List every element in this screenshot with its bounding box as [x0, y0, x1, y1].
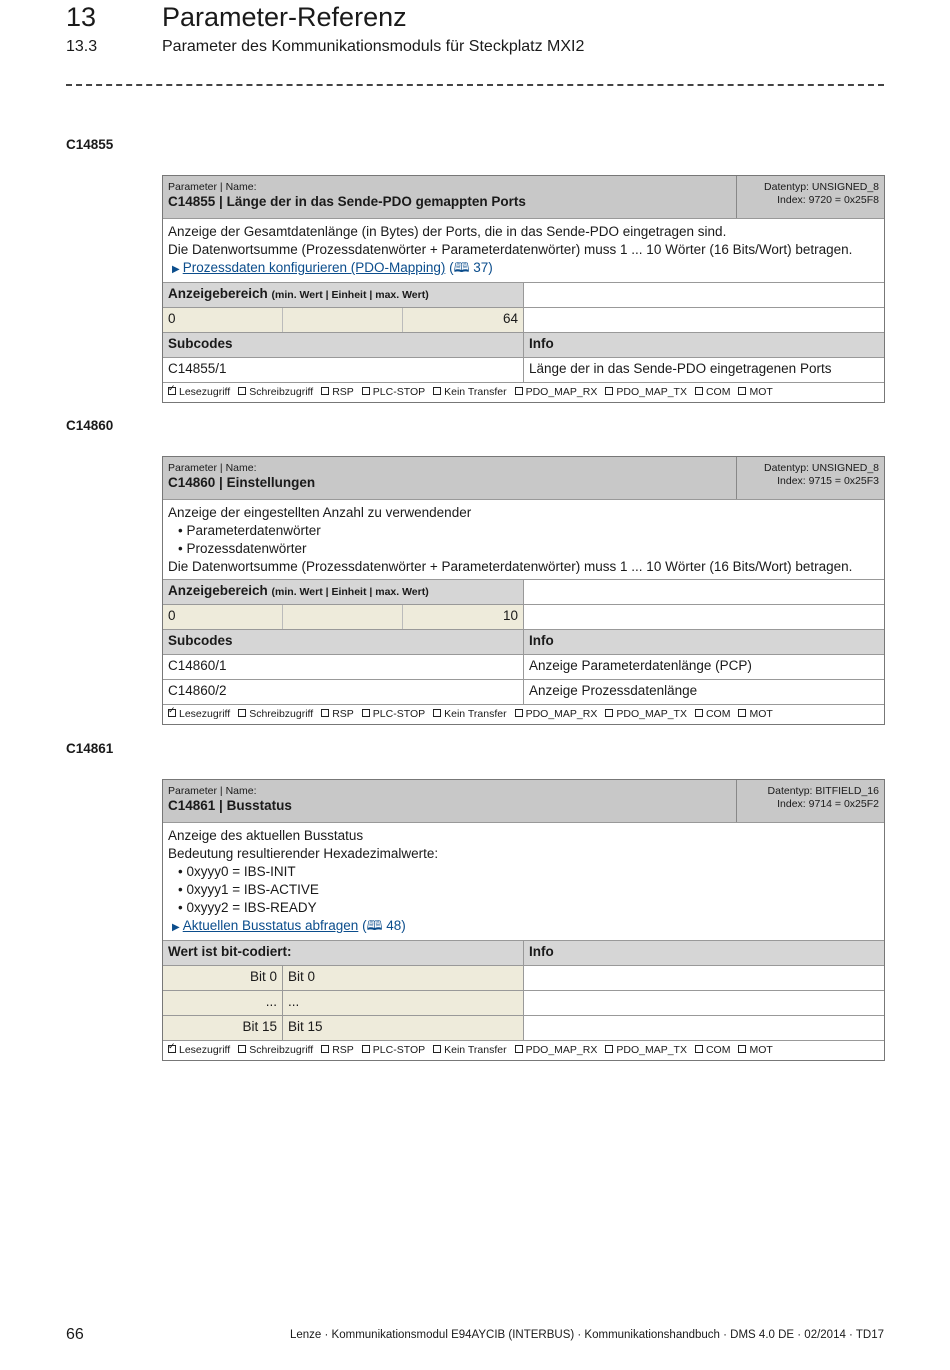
access-flags — [163, 1040, 884, 1060]
parameter-name: C14860 | Einstellungen — [168, 475, 316, 490]
checkbox-checked-icon — [168, 709, 176, 717]
range-min: 0 — [163, 605, 283, 629]
flag-label: COM — [705, 1044, 731, 1056]
index: Index: 9715 = 0x25F3 — [777, 475, 879, 487]
flag-label: PDO_MAP_RX — [525, 708, 598, 720]
parameter-name: C14861 | Busstatus — [168, 798, 292, 813]
access-flags — [163, 382, 884, 402]
checkbox-icon — [321, 387, 329, 395]
page-ref[interactable]: 🕮 48) — [366, 918, 406, 933]
checkbox-checked-icon — [168, 1045, 176, 1053]
index: Index: 9720 = 0x25F8 — [777, 194, 879, 206]
flag-label: PDO_MAP_TX — [616, 708, 687, 720]
range-header-row — [163, 579, 884, 604]
flag-label: Kein Transfer — [444, 708, 507, 720]
datatype: Datentyp: UNSIGNED_8 — [764, 462, 879, 474]
parameter-table-c14861 — [162, 779, 885, 1061]
checkbox-icon — [362, 1045, 370, 1053]
bullet-item: • Parameterdatenwörter — [178, 523, 321, 538]
info-label: Info — [524, 941, 884, 965]
bit-info — [524, 1016, 884, 1040]
bit-row — [163, 965, 884, 990]
flag-label: RSP — [332, 386, 354, 398]
name-label: Parameter | Name: — [168, 181, 257, 193]
bit-number: Bit 15 — [163, 1016, 283, 1040]
flag-label: RSP — [332, 708, 354, 720]
checkbox-icon — [515, 1045, 523, 1053]
checkbox-icon — [738, 1045, 746, 1053]
range-header-row — [163, 282, 884, 307]
checkbox-icon — [738, 709, 746, 717]
range-values-row — [163, 604, 884, 629]
footer-text: Lenze · Kommunikationsmodul E94AYCIB (INTERBUS) · Kommunikationshandbuch · DMS 4.0 DE · 02/2014 · TD17 — [290, 1329, 884, 1341]
checkbox-icon — [321, 709, 329, 717]
subcode: C14860/2 — [163, 680, 524, 704]
flag-label: Lesezugriff — [179, 386, 231, 398]
description — [163, 822, 884, 940]
bullet-item: • 0xyyy0 = IBS-INIT — [178, 864, 296, 879]
checkbox-icon — [695, 387, 703, 395]
bullet-item: • 0xyyy1 = IBS-ACTIVE — [178, 882, 319, 897]
checkbox-icon — [238, 709, 246, 717]
parameter-header — [163, 457, 884, 499]
description-line: Anzeige der Gesamtdatenlänge (in Bytes) der Ports, die in das Sende-PDO eingetragen sind. — [168, 224, 727, 239]
bit-number: ... — [163, 991, 283, 1015]
index: Index: 9714 = 0x25F2 — [777, 798, 879, 810]
range-max: 64 — [403, 308, 523, 332]
range-unit — [283, 605, 403, 629]
subcode-info: Anzeige Prozessdatenlänge — [529, 683, 698, 698]
flag-label: PDO_MAP_TX — [616, 386, 687, 398]
info-label: Info — [524, 333, 884, 357]
flag-label: Kein Transfer — [444, 1044, 507, 1056]
flag-label: PLC-STOP — [372, 386, 426, 398]
flag-label: PDO_MAP_RX — [525, 1044, 598, 1056]
parameter-header — [163, 780, 884, 822]
page-ref-open: ( — [449, 260, 454, 275]
flag-label: Schreibzugriff — [249, 708, 314, 720]
parameter-header — [163, 176, 884, 218]
range-label: Anzeigebereich — [168, 286, 268, 301]
range-max: 10 — [403, 605, 523, 629]
link-arrow-icon: ▶ — [172, 264, 180, 275]
range-values-row — [163, 307, 884, 332]
flag-label: Schreibzugriff — [249, 1044, 314, 1056]
description-line: Anzeige des aktuellen Busstatus — [168, 828, 364, 843]
checkbox-icon — [605, 387, 613, 395]
checkbox-icon — [515, 387, 523, 395]
cross-reference — [168, 917, 879, 937]
section-title: Parameter des Kommunikationsmoduls für Steckplatz MXI2 — [162, 38, 585, 55]
bullet-item: • Prozessdatenwörter — [178, 541, 307, 556]
range-sublabel: (min. Wert | Einheit | max. Wert) — [271, 586, 429, 598]
flag-label: Lesezugriff — [179, 1044, 231, 1056]
checkbox-icon — [515, 709, 523, 717]
subcode: C14855/1 — [163, 358, 524, 382]
info-label: Info — [524, 630, 884, 654]
checkbox-icon — [605, 709, 613, 717]
checkbox-icon — [238, 387, 246, 395]
bit-name: Bit 15 — [288, 1019, 323, 1034]
checkbox-icon — [605, 1045, 613, 1053]
subcodes-label: Subcodes — [163, 630, 524, 654]
subcode: C14860/1 — [163, 655, 524, 679]
flag-label: PDO_MAP_RX — [525, 386, 598, 398]
flag-label: PLC-STOP — [372, 1044, 426, 1056]
parameter-table-c14855 — [162, 175, 885, 403]
page-ref[interactable]: 🕮 37) — [453, 260, 493, 275]
range-unit — [283, 308, 403, 332]
bit-row — [163, 1015, 884, 1040]
description-line: Die Datenwortsumme (Prozessdatenwörter + Parameterdatenwörter) muss 1 ... 10 Wörter (16 Bits/Wort) betragen. — [168, 559, 853, 574]
checkbox-icon — [695, 1045, 703, 1053]
subcodes-header-row — [163, 629, 884, 654]
bit-info — [524, 966, 884, 990]
access-flags — [163, 704, 884, 724]
flag-label: Schreibzugriff — [249, 386, 314, 398]
flag-label: COM — [705, 386, 731, 398]
flag-label: PDO_MAP_TX — [616, 1044, 687, 1056]
subcode-row — [163, 357, 884, 382]
description-line: Die Datenwortsumme (Prozessdatenwörter + Parameterdatenwörter) muss 1 ... 10 Wörter (16 Bits/Wort) betragen. — [168, 242, 853, 257]
anchor-c14855: C14855 — [66, 137, 114, 152]
page-ref-open: ( — [362, 918, 367, 933]
bit-name: ... — [288, 994, 300, 1009]
section-number: 13.3 — [66, 38, 98, 55]
checkbox-icon — [695, 709, 703, 717]
bit-info — [524, 991, 884, 1015]
subcode-row — [163, 679, 884, 704]
datatype: Datentyp: UNSIGNED_8 — [764, 181, 879, 193]
subcodes-header-row — [163, 332, 884, 357]
flag-label: COM — [705, 708, 731, 720]
description-line: Anzeige der eingestellten Anzahl zu verwendender — [168, 505, 472, 520]
checkbox-icon — [433, 387, 441, 395]
anchor-c14860: C14860 — [66, 418, 114, 433]
bullet-item: • 0xyyy2 = IBS-READY — [178, 900, 317, 915]
link-arrow-icon: ▶ — [172, 922, 180, 933]
checkbox-checked-icon — [168, 387, 176, 395]
flag-label: Lesezugriff — [179, 708, 231, 720]
page-number: 66 — [66, 1326, 84, 1343]
anchor-c14861: C14861 — [66, 741, 114, 756]
checkbox-icon — [238, 1045, 246, 1053]
bits-header-row — [163, 940, 884, 965]
flag-label: RSP — [332, 1044, 354, 1056]
subcode-info: Anzeige Parameterdatenlänge (PCP) — [529, 658, 752, 673]
subcode-info: Länge der in das Sende-PDO eingetragenen Ports — [529, 361, 832, 376]
chapter-title: Parameter-Referenz — [162, 2, 407, 32]
range-sublabel: (min. Wert | Einheit | max. Wert) — [271, 289, 429, 301]
range-min: 0 — [163, 308, 283, 332]
flag-label: MOT — [749, 708, 773, 720]
checkbox-icon — [738, 387, 746, 395]
range-label: Anzeigebereich — [168, 583, 268, 598]
description — [163, 218, 884, 282]
parameter-table-c14860 — [162, 456, 885, 725]
checkbox-icon — [433, 709, 441, 717]
flag-label: MOT — [749, 386, 773, 398]
bits-label: Wert ist bit-codiert: — [163, 941, 524, 965]
checkbox-icon — [362, 387, 370, 395]
flag-label: Kein Transfer — [444, 386, 507, 398]
name-label: Parameter | Name: — [168, 462, 257, 474]
checkbox-icon — [362, 709, 370, 717]
bit-number: Bit 0 — [163, 966, 283, 990]
bit-row — [163, 990, 884, 1015]
header-divider — [66, 84, 884, 86]
flag-label: PLC-STOP — [372, 708, 426, 720]
name-label: Parameter | Name: — [168, 785, 257, 797]
cross-reference — [168, 259, 879, 279]
parameter-name: C14855 | Länge der in das Sende-PDO gemappten Ports — [168, 194, 526, 209]
description — [163, 499, 884, 579]
datatype: Datentyp: BITFIELD_16 — [767, 785, 879, 797]
flag-label: MOT — [749, 1044, 773, 1056]
link-pdo-mapping[interactable]: Prozessdaten konfigurieren (PDO-Mapping) — [182, 260, 446, 275]
checkbox-icon — [433, 1045, 441, 1053]
bit-name: Bit 0 — [288, 969, 316, 984]
description-line: Bedeutung resultierender Hexadezimalwerte: — [168, 846, 439, 861]
subcodes-label: Subcodes — [163, 333, 524, 357]
link-busstatus[interactable]: Aktuellen Busstatus abfragen — [182, 918, 359, 933]
chapter-number: 13 — [66, 2, 97, 32]
subcode-row — [163, 654, 884, 679]
checkbox-icon — [321, 1045, 329, 1053]
